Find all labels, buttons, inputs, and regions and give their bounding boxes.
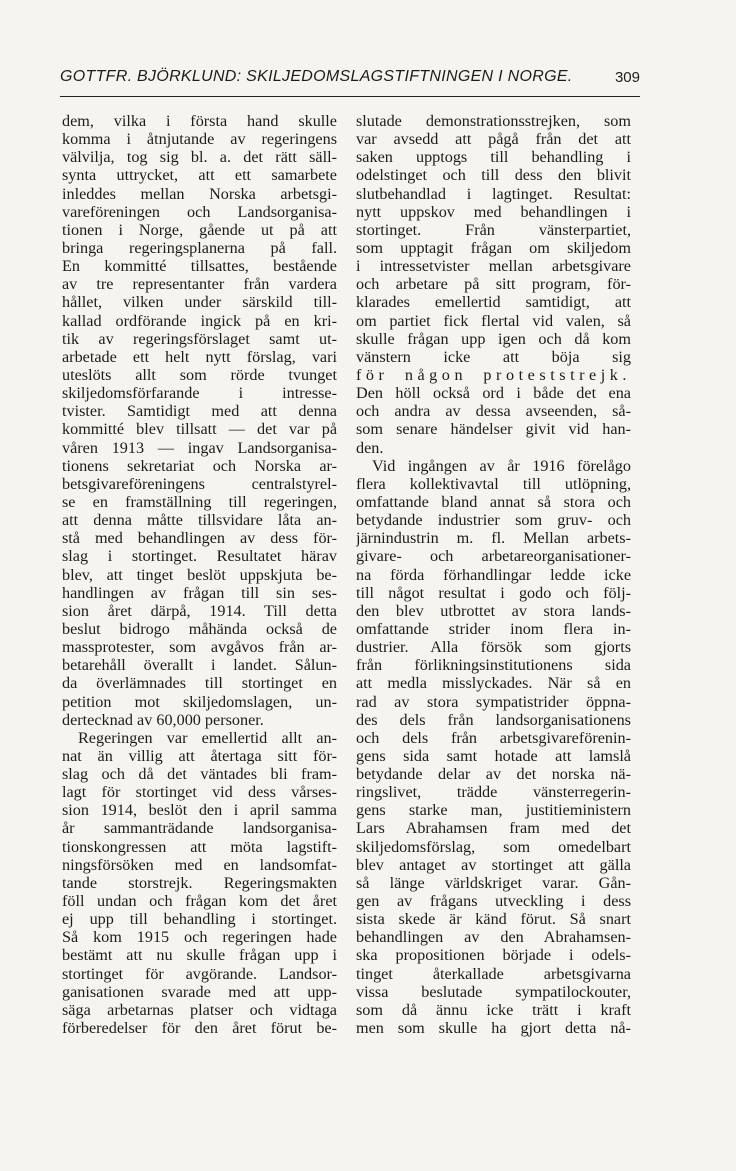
right-column bbox=[356, 112, 631, 1037]
text-line: blev, att tinget beslöt uppskjuta be- bbox=[62, 565, 337, 584]
text-line: dertecknad av 60,000 personer. bbox=[62, 710, 264, 729]
text-line: den. bbox=[356, 438, 384, 457]
text-line: sion 1914, beslöt den i april samma bbox=[62, 801, 337, 820]
text-line: Vid ingången av år 1916 förelågo bbox=[372, 456, 631, 475]
text-line: hållet, vilken under särskild till- bbox=[62, 293, 337, 312]
text-line: stortinget. Från vänsterpartiet, bbox=[356, 220, 631, 239]
text-line: skiljedomsförfarande i intresse- bbox=[62, 384, 337, 403]
page-number: 309 bbox=[614, 69, 640, 86]
text-line: synta uttrycket, att ett samarbete bbox=[62, 166, 337, 185]
text-line: des dels från landsorganisationens bbox=[356, 710, 631, 729]
text-line: välvilja, tog sig bl. a. det rätt säll- bbox=[62, 148, 337, 167]
text-line: stå med behandlingen av dess för- bbox=[62, 529, 337, 548]
text-line: ningsförsöken med en landsomfat- bbox=[62, 855, 337, 874]
text-line: odelstinget och till dess den blivit bbox=[356, 166, 631, 185]
text-line: sista skede är känd förut. Så snart bbox=[356, 910, 631, 929]
text-line: behandlingen av den Abrahamsen- bbox=[356, 928, 631, 947]
text-line: ej upp till behandling i stortinget. bbox=[62, 910, 337, 929]
text-line: vänstern icke att böja sig bbox=[356, 347, 631, 366]
text-line: stortinget för avgörande. Landsor- bbox=[62, 964, 337, 983]
text-line: Regeringen var emellertid allt an- bbox=[78, 728, 337, 747]
page-header bbox=[60, 68, 650, 92]
text-line: blev antaget av stortinget att gälla bbox=[356, 855, 631, 874]
text-line: ganisationen svarade med att upp- bbox=[62, 982, 337, 1001]
left-column bbox=[62, 112, 337, 1037]
running-head: GOTTFR. BJÖRKLUND: SKILJEDOMSLAGSTIFTNINGEN I NORGE. bbox=[60, 68, 573, 85]
text-line: bestämt att nu skulle frågan upp i bbox=[62, 946, 337, 965]
text-line: betarehåll överallt i landet. Sålun- bbox=[62, 656, 337, 675]
text-line: sion året därpå, 1914. Till detta bbox=[62, 601, 337, 620]
text-line: av tre representanter från vardera bbox=[62, 275, 337, 294]
text-line: Så kom 1915 och regeringen hade bbox=[62, 928, 337, 947]
text-line: betydande delar av det norska nä- bbox=[356, 765, 631, 784]
text-line: dem, vilka i första hand skulle bbox=[62, 112, 337, 130]
text-line: till något resultat i godo och följ- bbox=[356, 583, 631, 602]
text-line: En kommitté tillsattes, bestående bbox=[62, 257, 337, 276]
text-line: uteslöts allt som rörde tvunget bbox=[62, 365, 337, 384]
text-line: na förda förhandlingar ledde icke bbox=[356, 565, 631, 584]
text-line: Lars Abrahamsen fram med det bbox=[356, 819, 631, 838]
text-line: handlingen av frågan till sin ses- bbox=[62, 583, 337, 602]
text-line: saken upptogs till behandling i bbox=[356, 148, 631, 167]
text-line: rad av stora sympatistrider öppna- bbox=[356, 692, 631, 711]
text-line: den blev utbrottet av stora lands- bbox=[356, 601, 631, 620]
text-line: gen av frågans utveckling i dess bbox=[356, 892, 631, 911]
text-line: massprotester, som avgåvos från ar- bbox=[62, 638, 337, 657]
text-line: tionskongressen att möta lagstift- bbox=[62, 837, 337, 856]
text-line: förberedelser för den året förut be- bbox=[62, 1019, 337, 1038]
text-line: nytt uppskov med behandlingen i bbox=[356, 202, 631, 221]
text-line: nat än villig att återtaga sitt för- bbox=[62, 746, 337, 765]
text-line: Den höll också ord i både det ena bbox=[356, 384, 631, 403]
text-line: tik av regeringsförslaget samt ut- bbox=[62, 329, 337, 348]
text-line: slag och då det väntades bli fram- bbox=[62, 765, 337, 784]
text-line: ringslivet, trädde vänsterregerin- bbox=[356, 783, 631, 802]
text-line: petition mot skiljedomslagen, un- bbox=[62, 692, 337, 711]
text-line: år sammanträdande landsorganisa- bbox=[62, 819, 337, 838]
header-rule bbox=[60, 96, 640, 97]
text-line: att medla misslyckades. När så en bbox=[356, 674, 631, 693]
text-line: dustrier. Alla försök som gjorts bbox=[356, 638, 631, 657]
text-line: tionen i Norge, gående ut på att bbox=[62, 220, 337, 239]
text-line: tande storstrejk. Regeringsmakten bbox=[62, 873, 337, 892]
text-line: våren 1913 — ingav Landsorganisa- bbox=[62, 438, 337, 457]
text-line: och arbetare på sitt program, för- bbox=[356, 275, 631, 294]
text-line: skulle frågan upp igen och då kom bbox=[356, 329, 631, 348]
text-line: slag i stortinget. Resultatet härav bbox=[62, 547, 337, 566]
text-line: givare- och arbetareorganisationer- bbox=[356, 547, 631, 566]
text-line: inleddes mellan Norska arbetsgi- bbox=[62, 184, 337, 203]
text-line: var avsedd att pågå från det att bbox=[356, 130, 631, 149]
text-line: som upptagit frågan om skiljedom bbox=[356, 238, 631, 257]
text-line: men som skulle ha gjort detta nå- bbox=[356, 1019, 631, 1038]
text-line: beslut bidrogo måhända också de bbox=[62, 619, 337, 638]
text-line: kallad ordförande ingick på en kri- bbox=[62, 311, 337, 330]
text-line: komma i åtnjutande av regeringens bbox=[62, 130, 337, 149]
text-line: säga arbetarnas platser och vidtaga bbox=[62, 1000, 337, 1019]
text-line: slutade demonstrationsstrejken, som bbox=[356, 112, 631, 130]
text-line: för någon proteststrejk. bbox=[356, 365, 631, 384]
text-line: och andra av dessa avseenden, så- bbox=[356, 402, 631, 421]
text-line: gens sida samt hotade att lamslå bbox=[356, 746, 631, 765]
text-line: skiljedomsförslag, som omedelbart bbox=[356, 837, 631, 856]
text-line: järnindustrin m. fl. Mellan arbets- bbox=[356, 529, 631, 548]
text-line: betsgivareföreningens centralstyrel- bbox=[62, 474, 337, 493]
text-line: flera kollektivavtal till utlöpning, bbox=[356, 474, 631, 493]
text-line: bringa regeringsplanerna på fall. bbox=[62, 238, 337, 257]
text-line: ska propositionen började i odels- bbox=[356, 946, 631, 965]
text-line: betydande industrier som gruv- och bbox=[356, 511, 631, 530]
text-line: att denna måtte tillsvidare låta an- bbox=[62, 511, 337, 530]
text-line: som då ännu icke trätt i kraft bbox=[356, 1000, 631, 1019]
text-line: från förlikningsinstitutionens sida bbox=[356, 656, 631, 675]
text-line: föll undan och frågan kom det året bbox=[62, 892, 337, 911]
text-line: tinget återkallade arbetsgivarna bbox=[356, 964, 631, 983]
text-line: i intressetvister mellan arbetsgivare bbox=[356, 257, 631, 276]
text-line: gens starke man, justitieministern bbox=[356, 801, 631, 820]
text-line: kommitté blev tillsatt — det var på bbox=[62, 420, 337, 439]
text-line: lagt för stortinget vid dess vårses- bbox=[62, 783, 337, 802]
text-line: tvister. Samtidigt med att denna bbox=[62, 402, 337, 421]
text-line: klarades emellertid samtidigt, att bbox=[356, 293, 631, 312]
text-line: vissa beslutade sympatilockouter, bbox=[356, 982, 631, 1001]
text-line: som senare händelser givit vid han- bbox=[356, 420, 631, 439]
text-line: se en framställning till regeringen, bbox=[62, 492, 337, 511]
text-line: arbetade ett helt nytt förslag, vari bbox=[62, 347, 337, 366]
text-line: så länge världskriget varar. Gån- bbox=[356, 873, 631, 892]
text-line: da överlämnades till stortinget en bbox=[62, 674, 337, 693]
text-line: tionens sekretariat och Norska ar- bbox=[62, 456, 337, 475]
text-line: slutbehandlad i lagtinget. Resultat: bbox=[356, 184, 631, 203]
text-line: och dels från arbetsgivareförenin- bbox=[356, 728, 631, 747]
text-line: omfattande strider inom flera in- bbox=[356, 619, 631, 638]
text-line: om partiet fick flertal vid valen, så bbox=[356, 311, 631, 330]
text-line: vareföreningen och Landsorganisa- bbox=[62, 202, 337, 221]
text-line: omfattande bland annat så stora och bbox=[356, 492, 631, 511]
